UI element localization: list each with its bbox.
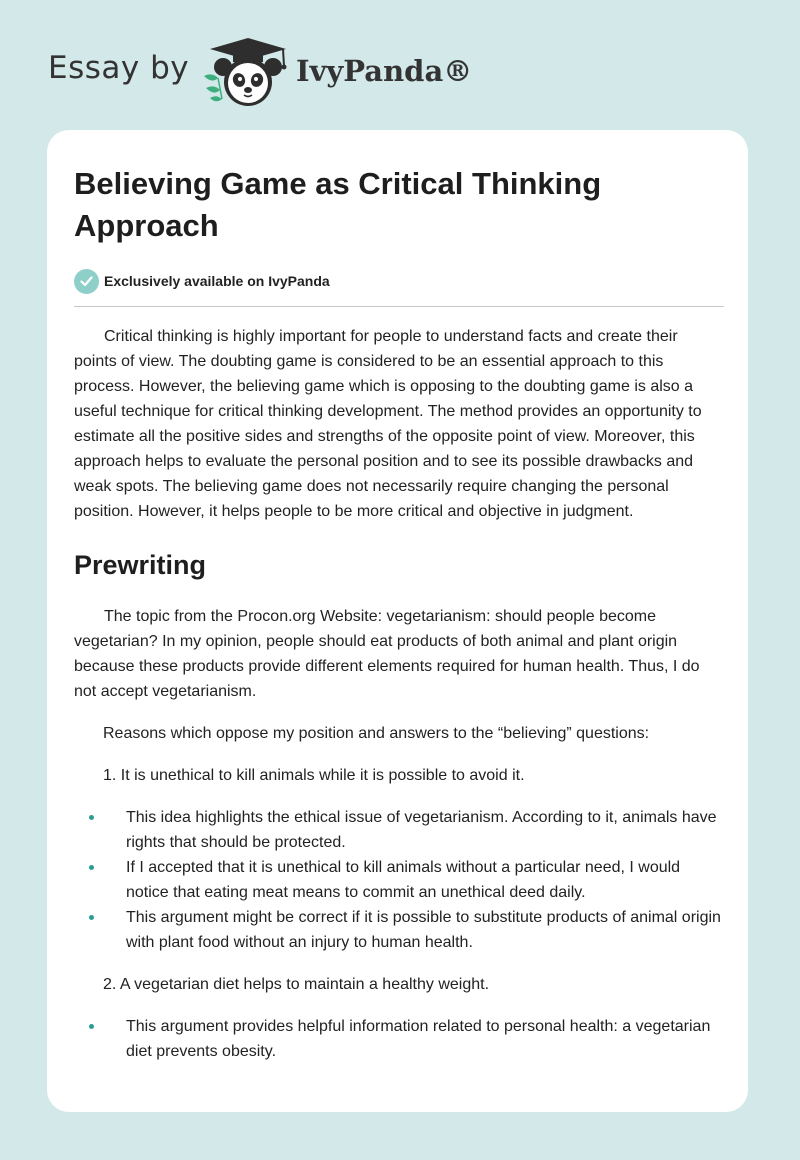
brand-prefix: Essay by bbox=[48, 50, 190, 86]
essay-content bbox=[74, 163, 724, 1064]
reason-2-list bbox=[74, 1014, 724, 1064]
essay-title: Believing Game as Critical Thinking Approach bbox=[74, 166, 602, 243]
bullet-icon bbox=[89, 815, 94, 820]
bullet-icon bbox=[89, 915, 94, 920]
bullet-icon bbox=[89, 1024, 94, 1029]
reason-1-list bbox=[74, 805, 724, 955]
brand-name[interactable]: IvyPanda® bbox=[296, 54, 473, 88]
list-item bbox=[74, 855, 724, 905]
panda-graduate-icon[interactable] bbox=[200, 36, 290, 108]
list-item-text: This argument might be correct if it is possible to substitute products of animal origin with plant food without an injury to human health. bbox=[126, 909, 721, 951]
check-icon bbox=[74, 269, 99, 294]
section-heading: Prewriting bbox=[74, 550, 207, 580]
list-item-text: This argument provides helpful information related to personal health: a vegetarian diet prevents obesity. bbox=[126, 1018, 711, 1060]
reasons-intro: Reasons which oppose my position and answers to the “believing” questions: bbox=[103, 725, 650, 742]
reason-2: 2. A vegetarian diet helps to maintain a healthy weight. bbox=[103, 976, 490, 993]
reason-1: 1. It is unethical to kill animals while it is possible to avoid it. bbox=[103, 767, 525, 784]
exclusive-badge bbox=[74, 267, 724, 295]
list-item bbox=[74, 805, 724, 855]
list-item bbox=[74, 905, 724, 955]
exclusive-label: Exclusively available on IvyPanda bbox=[104, 273, 330, 289]
essay-card bbox=[47, 130, 748, 1112]
list-item bbox=[74, 1014, 724, 1064]
intro-paragraph: Critical thinking is highly important for people to understand facts and create their points of view. The doubting game is considered to be an essential approach to this process. However, the believing game which is opposing to the doubting game is also a useful technique for critical thinking development. The method provides an opportunity to estimate all the positive sides and strengths of the opposite point of view. Moreover, this approach helps to evaluate the personal position and to see its possible drawbacks and weak spots. The believing game does not necessarily require changing the personal position. However, it helps people to be more critical and objective in judgment. bbox=[74, 328, 702, 520]
topic-paragraph: The topic from the Procon.org Website: vegetarianism: should people become vegetarian? In my opinion, people should eat products of both animal and plant origin because these products provide different elements required for human health. Thus, I do not accept vegetarianism. bbox=[74, 608, 700, 700]
list-item-text: If I accepted that it is unethical to kill animals without a particular need, I would notice that eating meat means to commit an unethical deed daily. bbox=[126, 859, 681, 901]
divider bbox=[74, 306, 724, 307]
list-item-text: This idea highlights the ethical issue of vegetarianism. According to it, animals have rights that should be protected. bbox=[126, 809, 717, 851]
bullet-icon bbox=[89, 865, 94, 870]
site-header bbox=[0, 0, 800, 125]
